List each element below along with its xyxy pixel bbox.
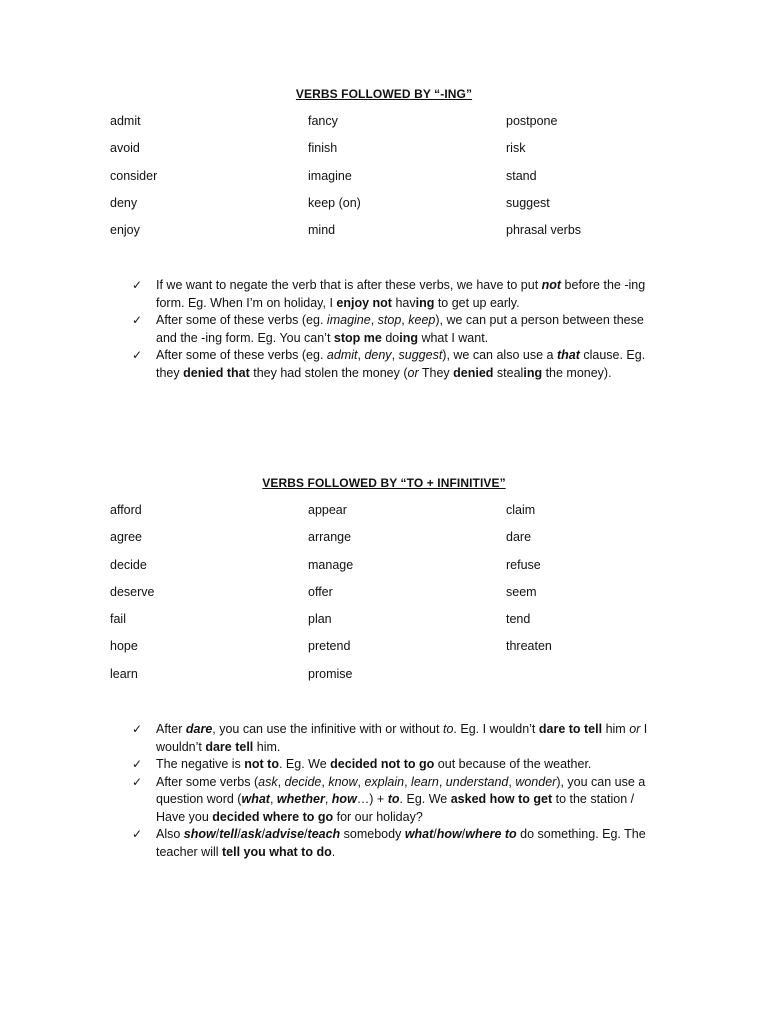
note-text	[156, 348, 645, 380]
note-segment: tell you what to do	[222, 844, 332, 859]
checkmark-icon: ✓	[132, 348, 143, 362]
note-segment: him	[602, 722, 630, 736]
note-segment: .	[331, 844, 336, 859]
note-segment: They	[418, 365, 454, 380]
verb-row	[110, 558, 670, 585]
note-segment: ,	[508, 774, 516, 789]
verb-row	[110, 141, 670, 168]
note-segment: they had stolen the money (	[249, 365, 408, 380]
note-segment: what	[241, 792, 270, 806]
note-segment: ing	[415, 295, 435, 310]
note-item	[130, 312, 660, 347]
note-segment: how	[436, 827, 462, 841]
note-segment: ,	[321, 774, 329, 789]
note-segment: ,	[370, 313, 378, 327]
note-segment: admit	[326, 348, 358, 362]
verb-cell: decide	[110, 557, 147, 572]
verb-cell: arrange	[308, 530, 352, 545]
note-segment: stop me	[333, 330, 382, 345]
note-segment: what	[404, 827, 434, 841]
note-segment: explain	[364, 774, 405, 789]
notes-list-infinitive	[130, 721, 660, 861]
note-segment: If we want to negate the verb that is after these verbs, we have to put	[156, 278, 542, 292]
note-segment: ,	[277, 774, 285, 789]
note-segment: /	[237, 827, 241, 841]
section-title-infinitive: VERBS FOLLOWED BY “TO + INFINITIVE”	[262, 476, 506, 490]
note-segment: for our holiday?	[333, 809, 423, 824]
section-title-ing: VERBS FOLLOWED BY “-ING”	[295, 87, 473, 101]
verb-row	[110, 169, 670, 196]
note-segment: ,	[357, 348, 365, 362]
note-segment: dare tell	[205, 739, 254, 754]
note-segment: ing	[523, 365, 543, 380]
note-segment: do	[381, 330, 400, 345]
note-segment: ,	[269, 792, 277, 806]
note-segment: him.	[253, 739, 281, 754]
note-segment: /	[215, 827, 220, 841]
note-segment: that	[556, 348, 580, 362]
verb-cell: stand	[506, 168, 537, 183]
note-segment: ,	[357, 774, 365, 789]
note-segment: . Eg. We	[278, 757, 331, 771]
verb-cell: manage	[308, 557, 354, 572]
note-segment: dare to tell	[538, 722, 603, 736]
verb-cell: claim	[506, 503, 536, 517]
note-segment: dare	[185, 722, 213, 736]
note-segment: the money).	[542, 365, 612, 380]
note-segment: hav	[391, 295, 416, 310]
verb-row	[110, 503, 670, 530]
note-segment: whether	[276, 792, 325, 806]
verb-cell: dare	[506, 530, 532, 545]
verb-cell: afford	[110, 503, 142, 517]
note-segment: ,	[401, 313, 409, 327]
verb-cell: mind	[308, 223, 336, 238]
note-segment: do something. Eg. The teacher will	[156, 827, 646, 859]
note-segment: how	[331, 792, 357, 806]
checkmark-icon: ✓	[132, 774, 143, 789]
note-segment: to get up early.	[434, 295, 520, 310]
note-segment: decided not to go	[330, 757, 435, 771]
verb-cell: offer	[308, 584, 333, 599]
note-text	[156, 757, 591, 771]
note-segment: ,	[404, 774, 412, 789]
note-text	[156, 278, 645, 310]
note-segment: /	[461, 827, 466, 841]
note-segment: ask	[240, 827, 262, 841]
verb-cell: risk	[506, 141, 526, 156]
note-text	[156, 775, 645, 824]
note-segment: show	[183, 827, 216, 841]
verb-row	[110, 114, 670, 141]
verb-cell: fancy	[308, 114, 338, 128]
note-item	[130, 277, 660, 312]
verb-row	[110, 639, 670, 666]
verb-row	[110, 223, 670, 250]
note-item	[130, 756, 660, 774]
notes-list-ing	[130, 277, 660, 382]
note-segment: . Eg. I wouldn’t	[453, 722, 539, 736]
verb-cell: hope	[110, 639, 138, 654]
verb-cell: refuse	[506, 557, 541, 572]
verb-cell: deserve	[110, 584, 155, 599]
note-segment: ), we can put a person between these and the -ing form. Eg. You can’t	[156, 313, 644, 345]
note-segment: not to	[244, 757, 279, 771]
note-segment: decided where to go	[212, 809, 334, 824]
verb-cell: promise	[308, 666, 353, 681]
note-segment: what I want.	[417, 330, 489, 345]
note-segment: wonder	[515, 774, 557, 789]
verb-row	[110, 196, 670, 223]
note-segment: clause. Eg. they	[156, 348, 646, 380]
verb-table-infinitive	[110, 503, 670, 694]
note-item	[130, 721, 660, 756]
note-segment: ), we can also use a	[442, 348, 557, 362]
note-segment: or	[407, 365, 419, 380]
verb-row	[110, 530, 670, 557]
note-segment: asked how to get	[450, 792, 553, 806]
note-segment: tell	[219, 827, 238, 841]
note-item	[130, 826, 660, 861]
note-segment: learn	[411, 774, 439, 789]
verb-table-ing	[110, 114, 670, 250]
verb-cell: pretend	[308, 639, 351, 654]
note-segment: After some of these verbs (eg.	[156, 313, 327, 327]
note-segment: After	[156, 722, 186, 736]
note-segment: stop	[377, 313, 402, 327]
note-segment: before the -ing form. Eg. When I’m on holiday, I	[156, 278, 646, 310]
note-segment: keep	[408, 313, 436, 327]
verb-cell: postpone	[506, 114, 558, 128]
verb-row	[110, 585, 670, 612]
note-segment: After some verbs (	[156, 774, 259, 789]
note-segment: to the station / Have you	[156, 792, 635, 824]
verb-cell: consider	[110, 168, 158, 183]
note-segment: …) +	[356, 792, 388, 806]
note-segment: deny	[364, 348, 392, 362]
verb-cell: suggest	[506, 195, 550, 210]
note-segment: /	[261, 827, 266, 841]
verb-cell: fail	[110, 612, 126, 627]
checkmark-icon: ✓	[132, 313, 143, 327]
verb-row	[110, 667, 670, 694]
verb-cell: seem	[506, 584, 537, 599]
note-text	[156, 313, 644, 345]
note-segment: . Eg. We	[399, 792, 451, 806]
note-item	[130, 347, 660, 382]
note-segment: ,	[324, 792, 332, 806]
note-segment: ,	[391, 348, 399, 362]
note-segment: ing	[399, 330, 418, 345]
verb-cell: imagine	[308, 168, 352, 183]
note-segment: decide	[284, 774, 322, 789]
note-segment: out because of the weather.	[434, 757, 592, 771]
note-segment: steal	[493, 365, 524, 380]
verb-cell: agree	[110, 530, 142, 545]
note-segment: or	[629, 722, 641, 736]
note-segment: enjoy not	[336, 295, 392, 310]
verb-cell: threaten	[506, 639, 552, 654]
checkmark-icon: ✓	[132, 278, 143, 292]
verb-cell: finish	[308, 141, 338, 156]
note-segment: to	[387, 792, 400, 806]
note-segment: After some of these verbs (eg.	[156, 348, 327, 362]
checkmark-icon: ✓	[132, 722, 143, 736]
verb-cell: admit	[110, 114, 141, 128]
note-segment: not	[541, 278, 562, 292]
note-text	[156, 827, 646, 859]
verb-cell: learn	[110, 666, 138, 681]
note-segment: to	[442, 722, 454, 736]
note-item	[130, 774, 660, 827]
note-segment: The negative is	[156, 757, 245, 771]
checkmark-icon: ✓	[132, 827, 143, 841]
verb-cell: avoid	[110, 141, 140, 156]
note-segment: /	[433, 827, 437, 841]
verb-row	[110, 612, 670, 639]
note-segment: where to	[465, 827, 517, 841]
note-segment: , you can use the infinitive with or without	[212, 722, 443, 736]
note-segment: teach	[307, 827, 341, 841]
verb-cell: keep (on)	[308, 195, 361, 210]
note-segment: imagine	[326, 313, 371, 327]
verb-cell: tend	[506, 612, 531, 627]
note-segment: I wouldn’t	[156, 722, 648, 754]
note-segment: know	[328, 774, 358, 789]
note-segment: somebody	[340, 827, 405, 841]
note-segment: suggest	[398, 348, 443, 362]
note-segment: ), you can use a question word (	[156, 774, 646, 806]
note-segment: denied	[453, 365, 494, 380]
note-text	[156, 722, 647, 754]
checkmark-icon: ✓	[132, 757, 143, 771]
note-segment: /	[304, 827, 308, 841]
verb-cell: plan	[308, 612, 332, 627]
verb-cell: phrasal verbs	[506, 223, 582, 238]
note-segment: understand	[445, 774, 509, 789]
note-segment: Also	[156, 827, 184, 841]
note-segment: denied that	[183, 365, 250, 380]
note-segment: advise	[265, 827, 305, 841]
verb-cell: deny	[110, 195, 138, 210]
verb-cell: appear	[308, 503, 347, 517]
note-segment: ask	[258, 774, 278, 789]
note-segment: ,	[438, 774, 446, 789]
verb-cell: enjoy	[110, 223, 140, 238]
